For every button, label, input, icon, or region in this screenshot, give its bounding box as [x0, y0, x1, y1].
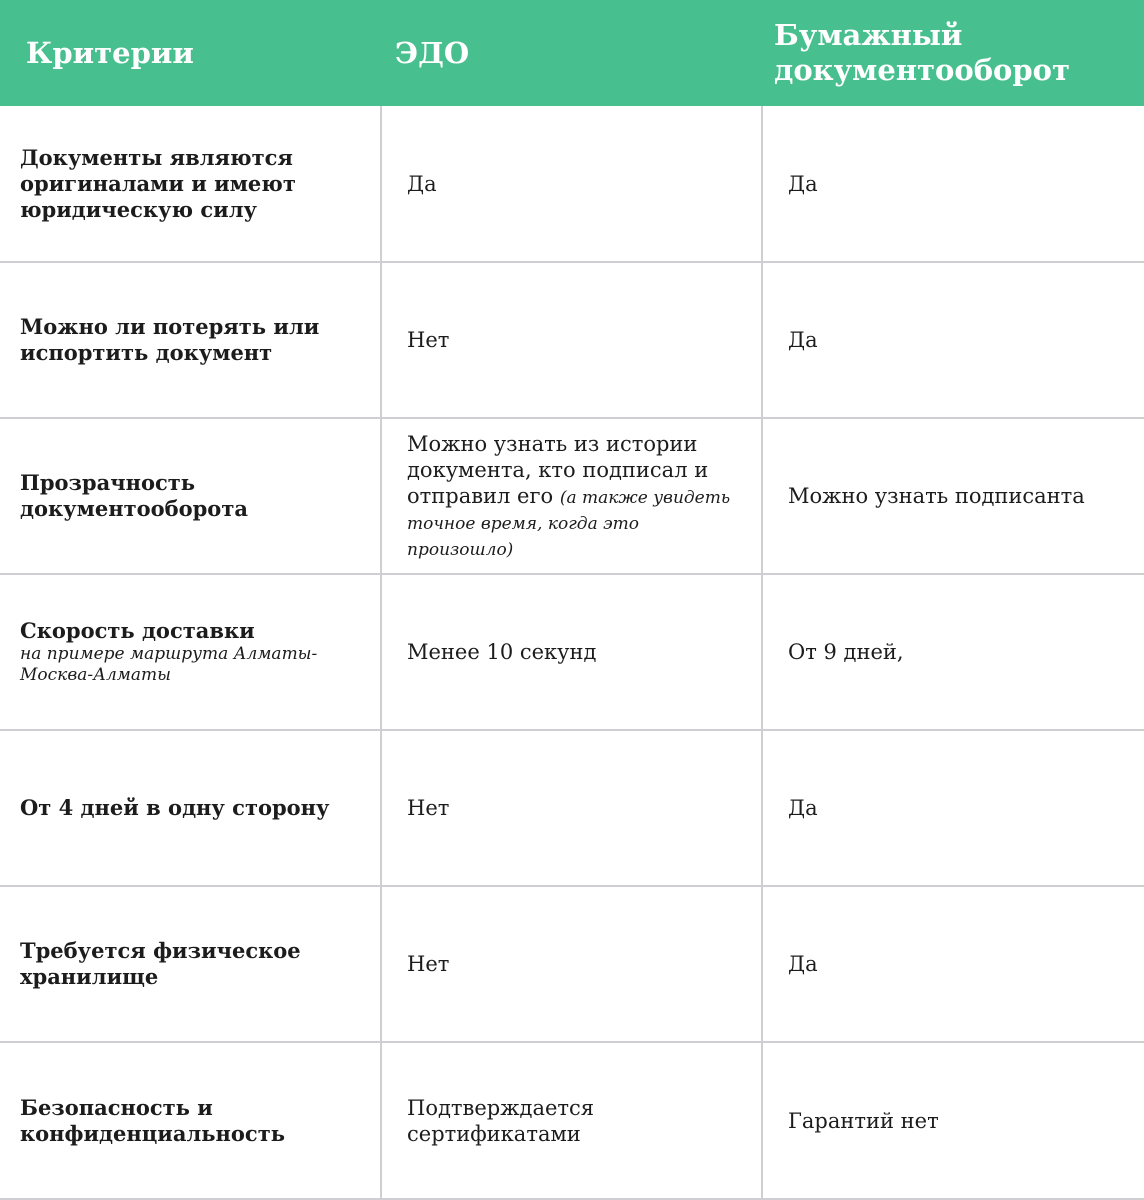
paper-cell: Да [762, 262, 1144, 418]
criteria-line: испортить документ [20, 340, 273, 365]
header-row [0, 0, 1144, 106]
criteria-line: Документы являются [20, 144, 293, 170]
edo-cell [381, 1042, 762, 1199]
edo-cell: Да [381, 106, 762, 262]
paper-cell: Можно узнать подписанта [762, 418, 1144, 574]
criteria-cell [0, 106, 381, 262]
criteria-cell [0, 262, 381, 418]
criteria-line: Требуется физическое [20, 938, 301, 963]
edo-cell: Менее 10 секунд [381, 574, 762, 730]
table-row [0, 730, 1144, 886]
edo-line: Можно узнать из истории [407, 432, 698, 456]
table-row [0, 1042, 1144, 1199]
criteria-line: Скорость доставки [20, 618, 255, 643]
criteria-note: на примере маршрута Алматы-Москва-Алматы [20, 644, 318, 685]
edo-line: сертификатами [407, 1121, 581, 1146]
edo-line: отправил его [407, 484, 554, 508]
paper-cell: Гарантий нет [762, 1042, 1144, 1199]
criteria-cell [0, 574, 381, 730]
table-row [0, 574, 1144, 730]
header-criteria: Критерии [26, 35, 194, 70]
edo-cell: Нет [381, 262, 762, 418]
edo-line: Подтверждается [407, 1095, 595, 1120]
criteria-line: Можно ли потерять или [20, 314, 320, 339]
edo-cell: Нет [381, 730, 762, 886]
criteria-line: документооборота [20, 496, 248, 521]
criteria-line: оригиналами и имеют [20, 170, 296, 196]
paper-cell: От 9 дней, [762, 574, 1144, 730]
criteria-line: Безопасность и [20, 1094, 213, 1120]
header-edo: ЭДО [395, 35, 470, 70]
edo-cell: Нет [381, 886, 762, 1042]
header-paper-line: документооборот [774, 53, 1070, 87]
table-row [0, 886, 1144, 1042]
header-paper [762, 0, 1144, 106]
header-paper-line: Бумажный [774, 18, 963, 52]
criteria-cell [0, 730, 381, 886]
edo-note: (а также увидеть точное время, когда это произошло) [407, 488, 731, 560]
criteria-line: юридическую силу [20, 196, 257, 222]
criteria-cell [0, 418, 381, 574]
table-row [0, 418, 1144, 574]
edo-cell [381, 418, 762, 574]
criteria-line: хранилище [20, 964, 159, 989]
criteria-cell [0, 1042, 381, 1199]
criteria-line: Прозрачность [20, 470, 196, 495]
table-header [0, 0, 1144, 106]
criteria-cell [0, 886, 381, 1042]
table-body [0, 106, 1144, 1199]
table-row [0, 262, 1144, 418]
paper-cell: Да [762, 886, 1144, 1042]
edo-line: документа, кто подписал и [407, 458, 709, 482]
table-row [0, 106, 1144, 262]
paper-cell: Да [762, 106, 1144, 262]
criteria-line: От 4 дней в одну сторону [20, 795, 330, 820]
criteria-line: конфиденциальность [20, 1120, 285, 1146]
paper-cell: Да [762, 730, 1144, 886]
